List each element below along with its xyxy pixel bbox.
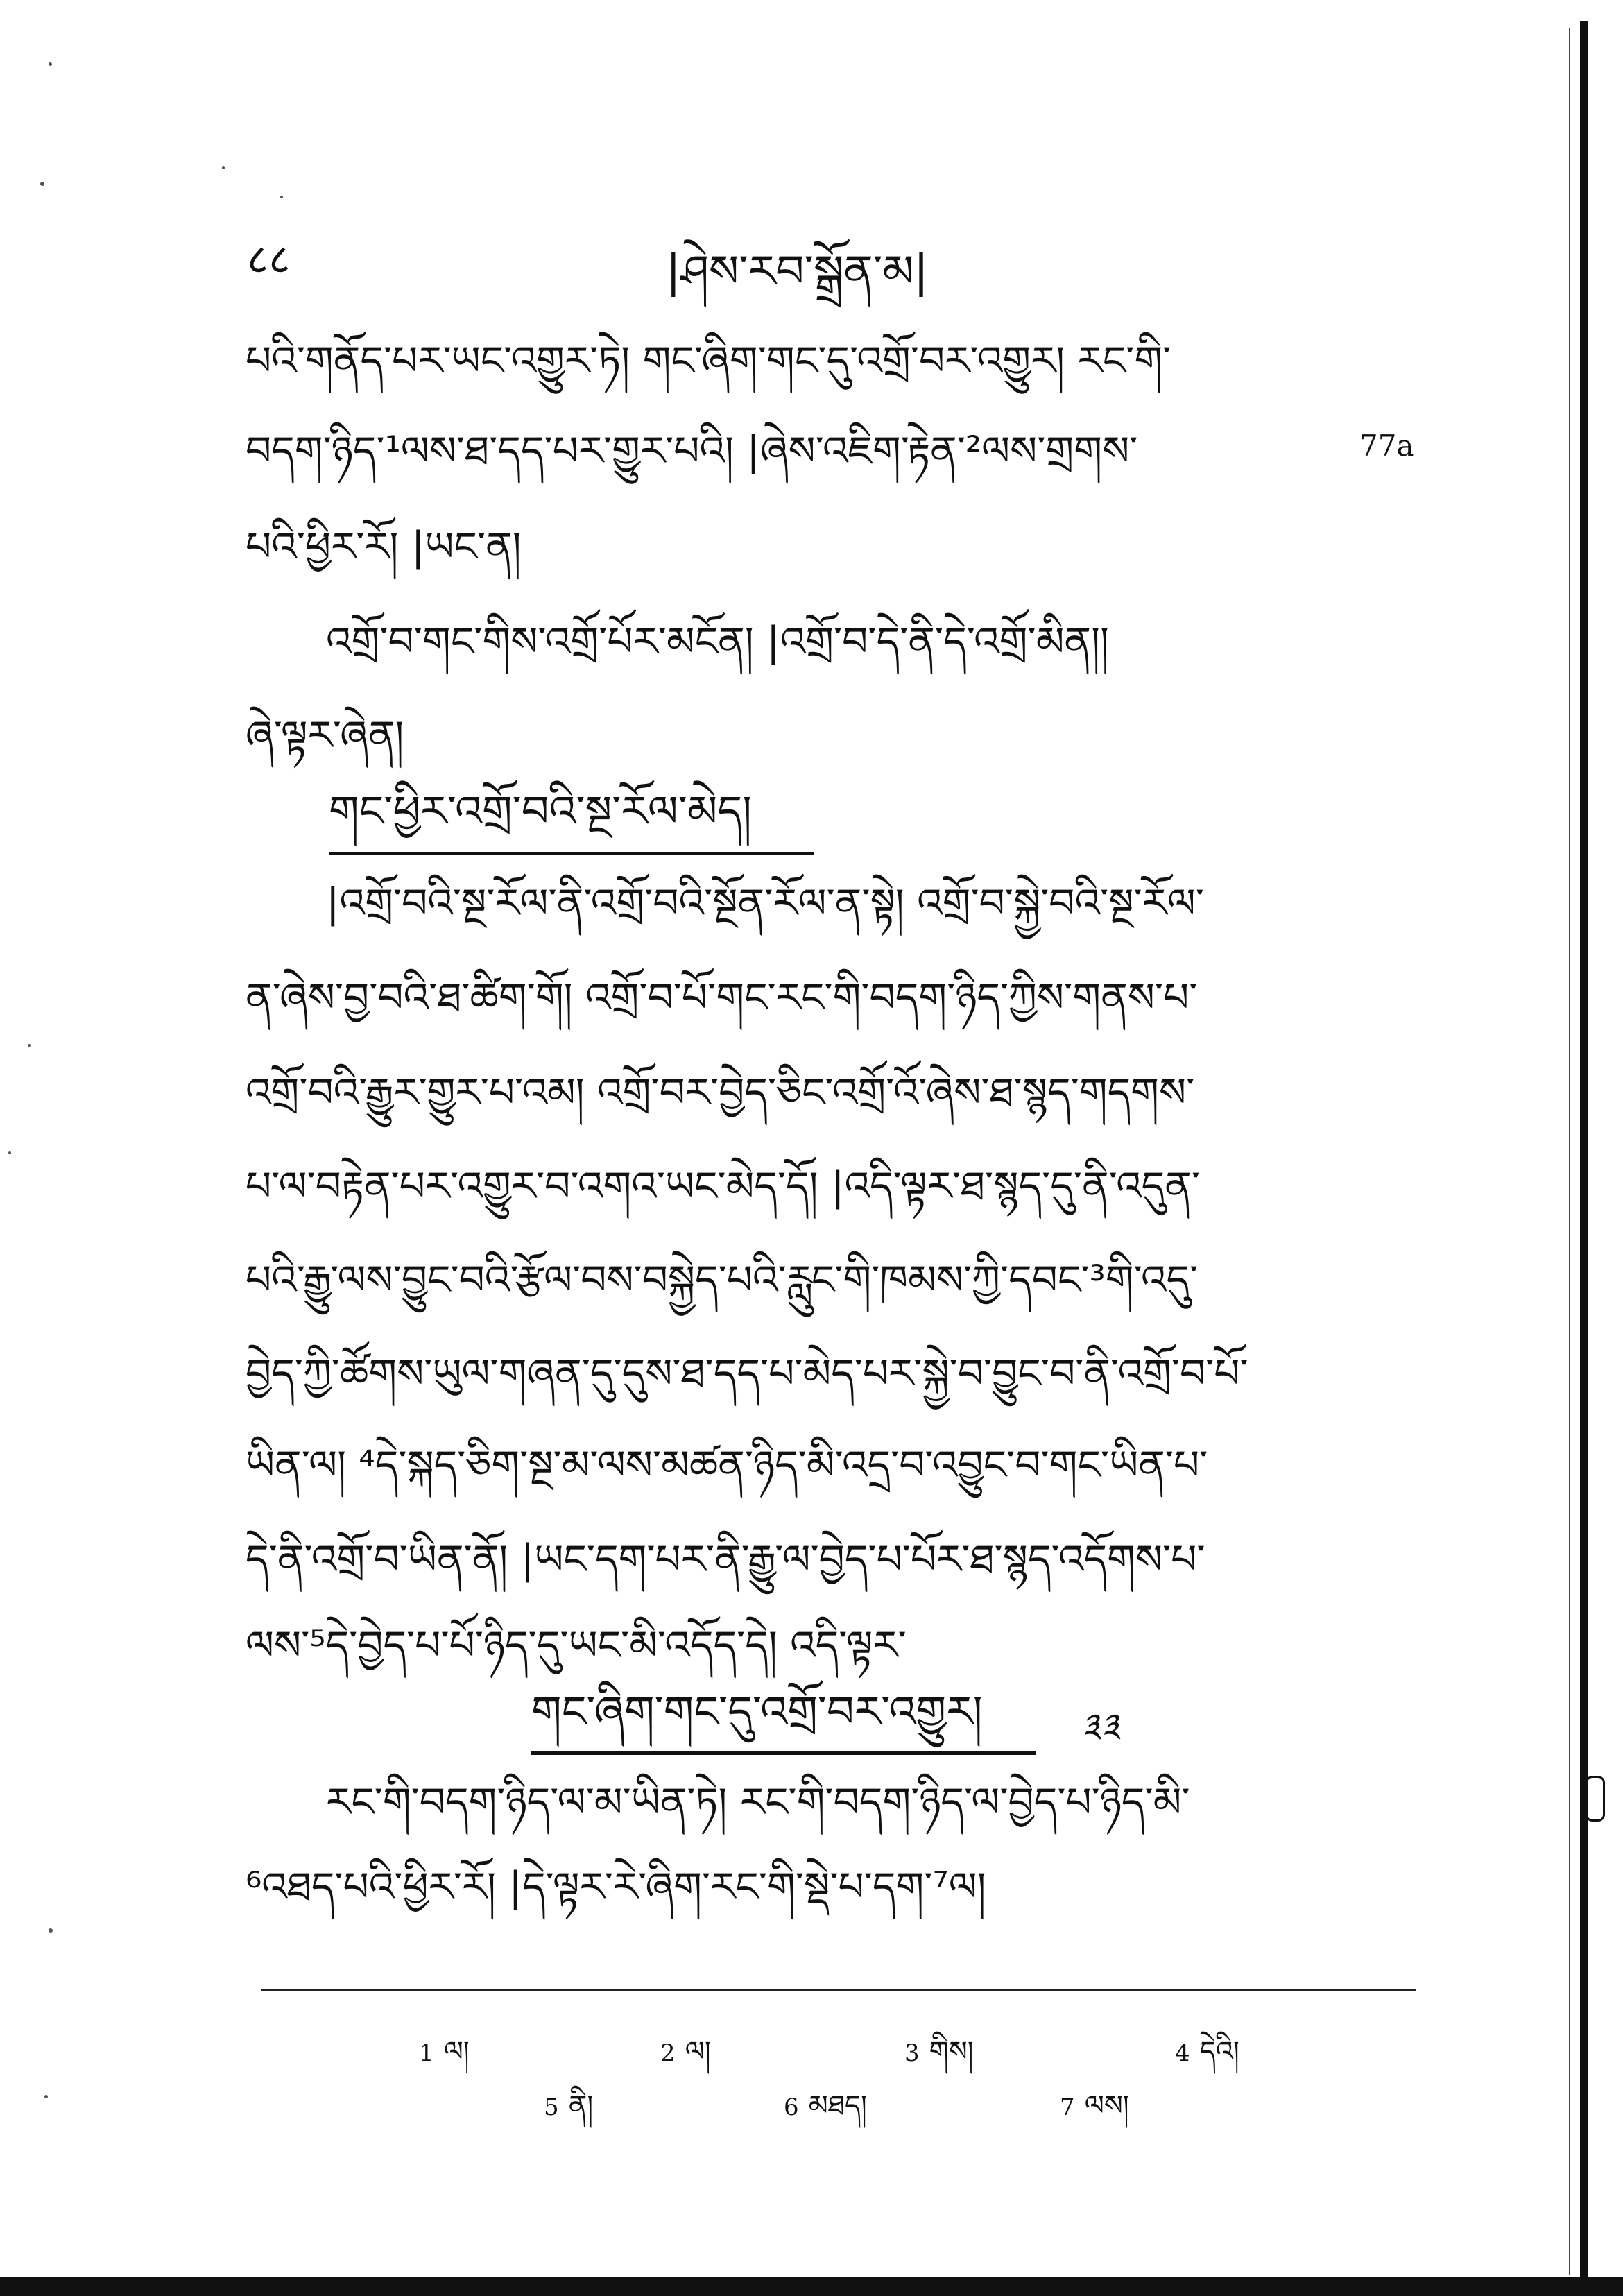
footnote-text: དེའི། (1199, 2036, 1239, 2068)
body-line: འགྲོ་བའི་རྒྱུར་གྱུར་པ་འམ། འགྲོ་བར་བྱེད་ཅིང་འགྲོ་འོ་ཞེས་ཐ་སྙད་གདགས་ (246, 1069, 1195, 1116)
body-line: པའི་ཕྱིར་རོ། |ཡང་ན། (246, 523, 522, 570)
scan-speck (40, 182, 44, 186)
body-line: རང་གི་བདག་ཉིད་ལ་མ་ཡིན་ཏེ། རང་གི་བདག་ཉིད་ལ་བྱེད་པ་ཉིད་མི་ (326, 1779, 1190, 1826)
scan-speck (44, 2095, 48, 2098)
footnote-number: 6 (784, 2093, 799, 2121)
footnote (904, 2020, 974, 2098)
body-line: ཡིན་ལ། ⁴དེ་སྐད་ཅིག་སྔ་མ་ལས་མཚན་ཉིད་མི་འདྲ་བ་འབྱུང་བ་གང་ཡིན་པ་ (246, 1441, 1208, 1489)
footnote-text: ལ། (443, 2036, 470, 2068)
body-line: ⁶འཐད་པའི་ཕྱིར་རོ། |དེ་ལྟར་རེ་ཞིག་རང་གི་སྡེ་པ་དག་⁷ལ། (246, 1863, 986, 1910)
footnote (1175, 2020, 1239, 2098)
footnote-text: ལས། (1084, 2090, 1129, 2122)
footnote-number: 7 (1060, 2093, 1075, 2121)
verse-heading: གང་ཞིག་གང་དུ་འགྲོ་བར་འགྱུར། (531, 1686, 983, 1737)
footnote (1060, 2074, 1129, 2152)
scan-speck (28, 1044, 31, 1047)
body-line: ཞེ་ལྟར་ཞེན། (246, 712, 404, 759)
body-line: བདག་ཉིད་¹ལས་ཐ་དད་པར་གྱུར་པའི། |ཞེས་འཇིག་རྟེན་²ལས་གྲགས་ (246, 427, 1138, 474)
body-line: ན་ཞེས་བྱ་བའི་ཐ་ཚིག་གོ། འགྲོ་བ་པོ་གང་རང་གི་བདག་ཉིད་ཀྱིས་གནས་པ་ (246, 974, 1198, 1021)
footnote-number: 5 (544, 2093, 559, 2121)
footnote (419, 2020, 470, 2098)
binding-clip (1586, 1776, 1605, 1822)
scan-speck (49, 1928, 53, 1933)
body-line: དེ་ནི་འགྲོ་བ་ཡིན་ནོ། |ཡང་དག་པར་ནི་རྒྱུ་ལ་བྱེད་པ་པོར་ཐ་སྙད་འདོགས་པ་ (246, 1536, 1205, 1583)
body-line: པའི་གནོད་པར་ཡང་འགྱུར་ཏེ། གང་ཞིག་གང་དུ་འགྲོ་བར་འགྱུར། རང་གི་ (246, 337, 1171, 384)
footnote-number: 4 (1175, 2039, 1190, 2067)
verse-number: ༣༣ (1081, 1706, 1119, 1749)
body-line: བྱེད་ཀྱི་ཚོགས་ཡུལ་གཞན་དུ་དུས་ཐ་དད་པ་མེད་པར་སྐྱེ་བ་བྱུང་བ་ནི་འགྲོ་བ་པོ་ (246, 1350, 1248, 1397)
body-line: |འགྲོ་བའི་སྔ་རོལ་ནི་འགྲོ་བའི་སྔོན་རོལ་ན་སྟེ། འགྲོ་བ་སྐྱེ་བའི་སྔ་རོལ་ (326, 880, 1204, 927)
footnote-rule (261, 1989, 1416, 1991)
scan-bottom-edge (0, 2277, 1623, 2296)
scan-speck (222, 166, 225, 169)
footnote (784, 2074, 867, 2152)
footnote (544, 2074, 593, 2152)
footnote-text: མཐད། (808, 2090, 867, 2122)
heading-underline (329, 852, 814, 855)
footnote-number: 3 (904, 2039, 920, 2067)
scan-speck (8, 1151, 11, 1154)
footnote-number: 2 (660, 2039, 676, 2067)
margin-reference: 77a (1359, 429, 1414, 463)
footnote-text: ལ། (685, 2036, 711, 2068)
footnote (660, 2020, 711, 2098)
page-binding-line (1569, 28, 1570, 2275)
body-line: ལས་⁵དེ་བྱེད་པ་པོ་ཉིད་དུ་ཡང་མི་འདོད་དེ། འདི་ལྟར་ (246, 1622, 907, 1669)
body-line: པ་ལ་བརྟེན་པར་འགྱུར་བ་འགའ་ཡང་མེད་དོ། |འདི་ལྟར་ཐ་སྙད་དུ་ནི་འདུན་ (246, 1163, 1201, 1210)
body-line: པའི་རྒྱུ་ལས་བྱུང་བའི་རྩོལ་བས་བསྐྱེད་པའི་རླུང་གི་ཁམས་ཀྱི་དབང་³གི་འདུ་ (246, 1256, 1199, 1303)
footnote-text: གིས། (929, 2036, 974, 2068)
page-number: ८८ (247, 235, 291, 284)
footnote-number: 1 (419, 2039, 434, 2067)
page-binding-edge (1580, 21, 1588, 2279)
section-heading: གང་ཕྱིར་འགྲོ་བའི་སྔ་རོལ་མེད། (329, 786, 752, 837)
running-head: |ཤེས་རབ་སྒྲོན་མ| (666, 246, 929, 298)
verse-line: འགྲོ་བ་གང་གིས་འགྲོ་པོར་མངོན། |འགྲོ་བ་དེ་ནི་དེ་འགྲོ་མིན།། (326, 618, 1109, 665)
scan-speck (280, 196, 283, 198)
scan-speck (49, 62, 52, 66)
heading-underline (531, 1751, 1036, 1755)
footnote-text: ནི། (568, 2090, 594, 2122)
